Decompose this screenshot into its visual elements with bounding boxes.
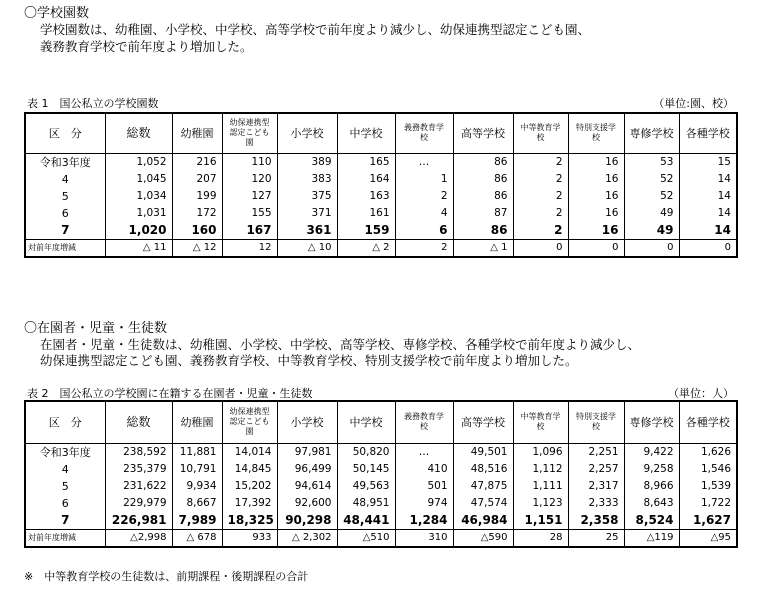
data-cell: 14 [679, 205, 737, 222]
data-cell: 2,333 [568, 495, 624, 512]
table2-caption: 表 2 国公私立の学校園に在籍する在園者・児童・生徒数 [27, 387, 313, 400]
data-cell: 1,626 [679, 443, 737, 461]
data-cell: … [395, 443, 453, 461]
data-cell: 1,045 [105, 171, 172, 188]
header-cell: 中等教育学校 [513, 401, 568, 443]
header-cell: 特別支援学校 [568, 401, 624, 443]
data-cell: 52 [624, 188, 679, 205]
change-cell: 0 [624, 239, 679, 257]
data-cell: 389 [277, 153, 337, 171]
data-cell: 9,258 [624, 461, 679, 478]
data-cell: 86 [453, 188, 513, 205]
table-row [25, 171, 737, 188]
data-cell: 97,981 [277, 443, 337, 461]
header-cell: 幼保連携型認定こども園 [222, 401, 277, 443]
section1-text-line-1: 学校園数は、幼稚園、小学校、中学校、高等学校で前年度より減少し、幼保連携型認定こども園、 [40, 22, 591, 37]
data-cell: 371 [277, 205, 337, 222]
data-cell: 229,979 [105, 495, 172, 512]
data-cell: 2 [513, 171, 568, 188]
change-row [25, 529, 737, 547]
data-cell: 216 [172, 153, 222, 171]
row-label: 4 [25, 461, 105, 478]
footnote: ※ 中等教育学校の生徒数は、前期課程・後期課程の合計 [24, 570, 309, 583]
header-cell: 各種学校 [679, 401, 737, 443]
header-cell: 区 分 [25, 401, 105, 443]
header-cell: 幼稚園 [172, 401, 222, 443]
data-cell: 160 [172, 222, 222, 240]
row-label: 6 [25, 205, 105, 222]
data-cell: 49,563 [337, 478, 395, 495]
data-cell: 110 [222, 153, 277, 171]
data-cell: 2 [513, 205, 568, 222]
data-cell: 1,151 [513, 512, 568, 530]
table-row [25, 222, 737, 240]
data-cell: 2 [513, 222, 568, 240]
change-cell: 310 [395, 529, 453, 547]
data-cell: 48,951 [337, 495, 395, 512]
data-cell: 10,791 [172, 461, 222, 478]
data-cell: 53 [624, 153, 679, 171]
data-cell: 1,284 [395, 512, 453, 530]
data-cell: 120 [222, 171, 277, 188]
table2 [24, 400, 738, 548]
header-cell: 小学校 [277, 401, 337, 443]
data-cell: 14 [679, 171, 737, 188]
data-cell: 1,031 [105, 205, 172, 222]
section1-text-line-2: 義務教育学校で前年度より増加した。 [40, 39, 253, 54]
table-row [25, 443, 737, 461]
header-cell: 各種学校 [679, 113, 737, 153]
data-cell: 86 [453, 222, 513, 240]
section1-heading: 〇学校園数 [24, 6, 90, 21]
table-row [25, 495, 737, 512]
header-cell: 高等学校 [453, 113, 513, 153]
row-label: 7 [25, 222, 105, 240]
header-cell: 中学校 [337, 401, 395, 443]
header-cell: 中学校 [337, 113, 395, 153]
table1-unit: （単位:園、校） [653, 97, 734, 110]
change-row-label: 対前年度増減 [25, 239, 105, 257]
table-row [25, 188, 737, 205]
data-cell: 16 [568, 153, 624, 171]
data-cell: 161 [337, 205, 395, 222]
header-cell: 義務教育学校 [395, 113, 453, 153]
data-cell: 46,984 [453, 512, 513, 530]
data-cell: 1,627 [679, 512, 737, 530]
data-cell: 1,539 [679, 478, 737, 495]
data-cell: 16 [568, 188, 624, 205]
data-cell: 87 [453, 205, 513, 222]
header-cell: 幼保連携型認定こども園 [222, 113, 277, 153]
data-cell: 47,875 [453, 478, 513, 495]
table2-unit: （単位：人） [668, 387, 734, 400]
data-cell: 49 [624, 222, 679, 240]
change-cell: △95 [679, 529, 737, 547]
data-cell: 238,592 [105, 443, 172, 461]
change-cell: △590 [453, 529, 513, 547]
table1 [24, 112, 738, 258]
change-cell: △ 11 [105, 239, 172, 257]
data-cell: 8,966 [624, 478, 679, 495]
data-cell: 11,881 [172, 443, 222, 461]
change-cell: △ 1 [453, 239, 513, 257]
data-cell: 6 [395, 222, 453, 240]
data-cell: 16 [568, 205, 624, 222]
data-cell: 7,989 [172, 512, 222, 530]
change-cell: 933 [222, 529, 277, 547]
row-label: 令和3年度 [25, 443, 105, 461]
data-cell: 49 [624, 205, 679, 222]
change-cell: △ 12 [172, 239, 222, 257]
data-cell: 164 [337, 171, 395, 188]
data-cell: 1,020 [105, 222, 172, 240]
data-cell: 172 [172, 205, 222, 222]
data-cell: 501 [395, 478, 453, 495]
data-cell: 1,722 [679, 495, 737, 512]
row-label: 6 [25, 495, 105, 512]
row-label: 令和3年度 [25, 153, 105, 171]
data-cell: 15 [679, 153, 737, 171]
table1-caption: 表 1 国公私立の学校園数 [27, 97, 159, 110]
data-cell: 1,096 [513, 443, 568, 461]
data-cell: 2,317 [568, 478, 624, 495]
data-cell: 361 [277, 222, 337, 240]
data-cell: 17,392 [222, 495, 277, 512]
data-cell: 1,112 [513, 461, 568, 478]
data-cell: 1,052 [105, 153, 172, 171]
data-cell: 92,600 [277, 495, 337, 512]
data-cell: 165 [337, 153, 395, 171]
data-cell: 18,325 [222, 512, 277, 530]
header-cell: 専修学校 [624, 113, 679, 153]
data-cell: 410 [395, 461, 453, 478]
data-cell: 86 [453, 153, 513, 171]
header-cell: 特別支援学校 [568, 113, 624, 153]
data-cell: 50,145 [337, 461, 395, 478]
change-cell: 28 [513, 529, 568, 547]
data-cell: 1,034 [105, 188, 172, 205]
data-cell: 163 [337, 188, 395, 205]
data-cell: 383 [277, 171, 337, 188]
data-cell: 8,643 [624, 495, 679, 512]
data-cell: 48,441 [337, 512, 395, 530]
data-cell: 48,516 [453, 461, 513, 478]
header-cell: 義務教育学校 [395, 401, 453, 443]
change-cell: 0 [679, 239, 737, 257]
data-cell: 86 [453, 171, 513, 188]
change-cell: 0 [513, 239, 568, 257]
data-cell: 235,379 [105, 461, 172, 478]
table-row [25, 512, 737, 530]
data-cell: 2 [513, 188, 568, 205]
data-cell: 14,014 [222, 443, 277, 461]
change-row-label: 対前年度増減 [25, 529, 105, 547]
data-cell: 2,257 [568, 461, 624, 478]
row-label: 7 [25, 512, 105, 530]
data-cell: 4 [395, 205, 453, 222]
data-cell: 16 [568, 222, 624, 240]
data-cell: … [395, 153, 453, 171]
data-cell: 375 [277, 188, 337, 205]
header-cell: 総数 [105, 113, 172, 153]
data-cell: 90,298 [277, 512, 337, 530]
data-cell: 14 [679, 188, 737, 205]
header-cell: 小学校 [277, 113, 337, 153]
data-cell: 127 [222, 188, 277, 205]
table-row [25, 205, 737, 222]
data-cell: 14,845 [222, 461, 277, 478]
data-cell: 155 [222, 205, 277, 222]
data-cell: 167 [222, 222, 277, 240]
data-cell: 94,614 [277, 478, 337, 495]
data-cell: 1,111 [513, 478, 568, 495]
change-row [25, 239, 737, 257]
table-row [25, 478, 737, 495]
data-cell: 2 [395, 188, 453, 205]
data-cell: 2 [513, 153, 568, 171]
row-label: 5 [25, 478, 105, 495]
data-cell: 49,501 [453, 443, 513, 461]
change-cell: △2,998 [105, 529, 172, 547]
table-row [25, 153, 737, 171]
change-cell: 25 [568, 529, 624, 547]
data-cell: 16 [568, 171, 624, 188]
data-cell: 1,546 [679, 461, 737, 478]
change-cell: △ 10 [277, 239, 337, 257]
table-row [25, 461, 737, 478]
header-cell: 専修学校 [624, 401, 679, 443]
data-cell: 974 [395, 495, 453, 512]
section2-text-line-1: 在園者・児童・生徒数は、幼稚園、小学校、中学校、高等学校、専修学校、各種学校で前年度より減少し、 [40, 337, 641, 352]
data-cell: 96,499 [277, 461, 337, 478]
change-cell: △ 2,302 [277, 529, 337, 547]
data-cell: 1 [395, 171, 453, 188]
header-cell: 幼稚園 [172, 113, 222, 153]
section2-heading: 〇在園者・児童・生徒数 [24, 321, 168, 336]
change-cell: △ 2 [337, 239, 395, 257]
data-cell: 2,358 [568, 512, 624, 530]
header-cell: 区 分 [25, 113, 105, 153]
data-cell: 2,251 [568, 443, 624, 461]
change-cell: △119 [624, 529, 679, 547]
data-cell: 199 [172, 188, 222, 205]
data-cell: 226,981 [105, 512, 172, 530]
data-cell: 14 [679, 222, 737, 240]
change-cell: △510 [337, 529, 395, 547]
data-cell: 1,123 [513, 495, 568, 512]
change-cell: △ 678 [172, 529, 222, 547]
data-cell: 8,524 [624, 512, 679, 530]
data-cell: 52 [624, 171, 679, 188]
row-label: 4 [25, 171, 105, 188]
data-cell: 50,820 [337, 443, 395, 461]
row-label: 5 [25, 188, 105, 205]
data-cell: 47,574 [453, 495, 513, 512]
change-cell: 0 [568, 239, 624, 257]
change-cell: 12 [222, 239, 277, 257]
data-cell: 231,622 [105, 478, 172, 495]
change-cell: 2 [395, 239, 453, 257]
data-cell: 15,202 [222, 478, 277, 495]
data-cell: 8,667 [172, 495, 222, 512]
data-cell: 159 [337, 222, 395, 240]
header-cell: 総数 [105, 401, 172, 443]
header-cell: 高等学校 [453, 401, 513, 443]
header-cell: 中等教育学校 [513, 113, 568, 153]
data-cell: 9,934 [172, 478, 222, 495]
data-cell: 207 [172, 171, 222, 188]
data-cell: 9,422 [624, 443, 679, 461]
section2-text-line-2: 幼保連携型認定こども園、義務教育学校、中等教育学校、特別支援学校で前年度より増加した。 [40, 353, 578, 368]
